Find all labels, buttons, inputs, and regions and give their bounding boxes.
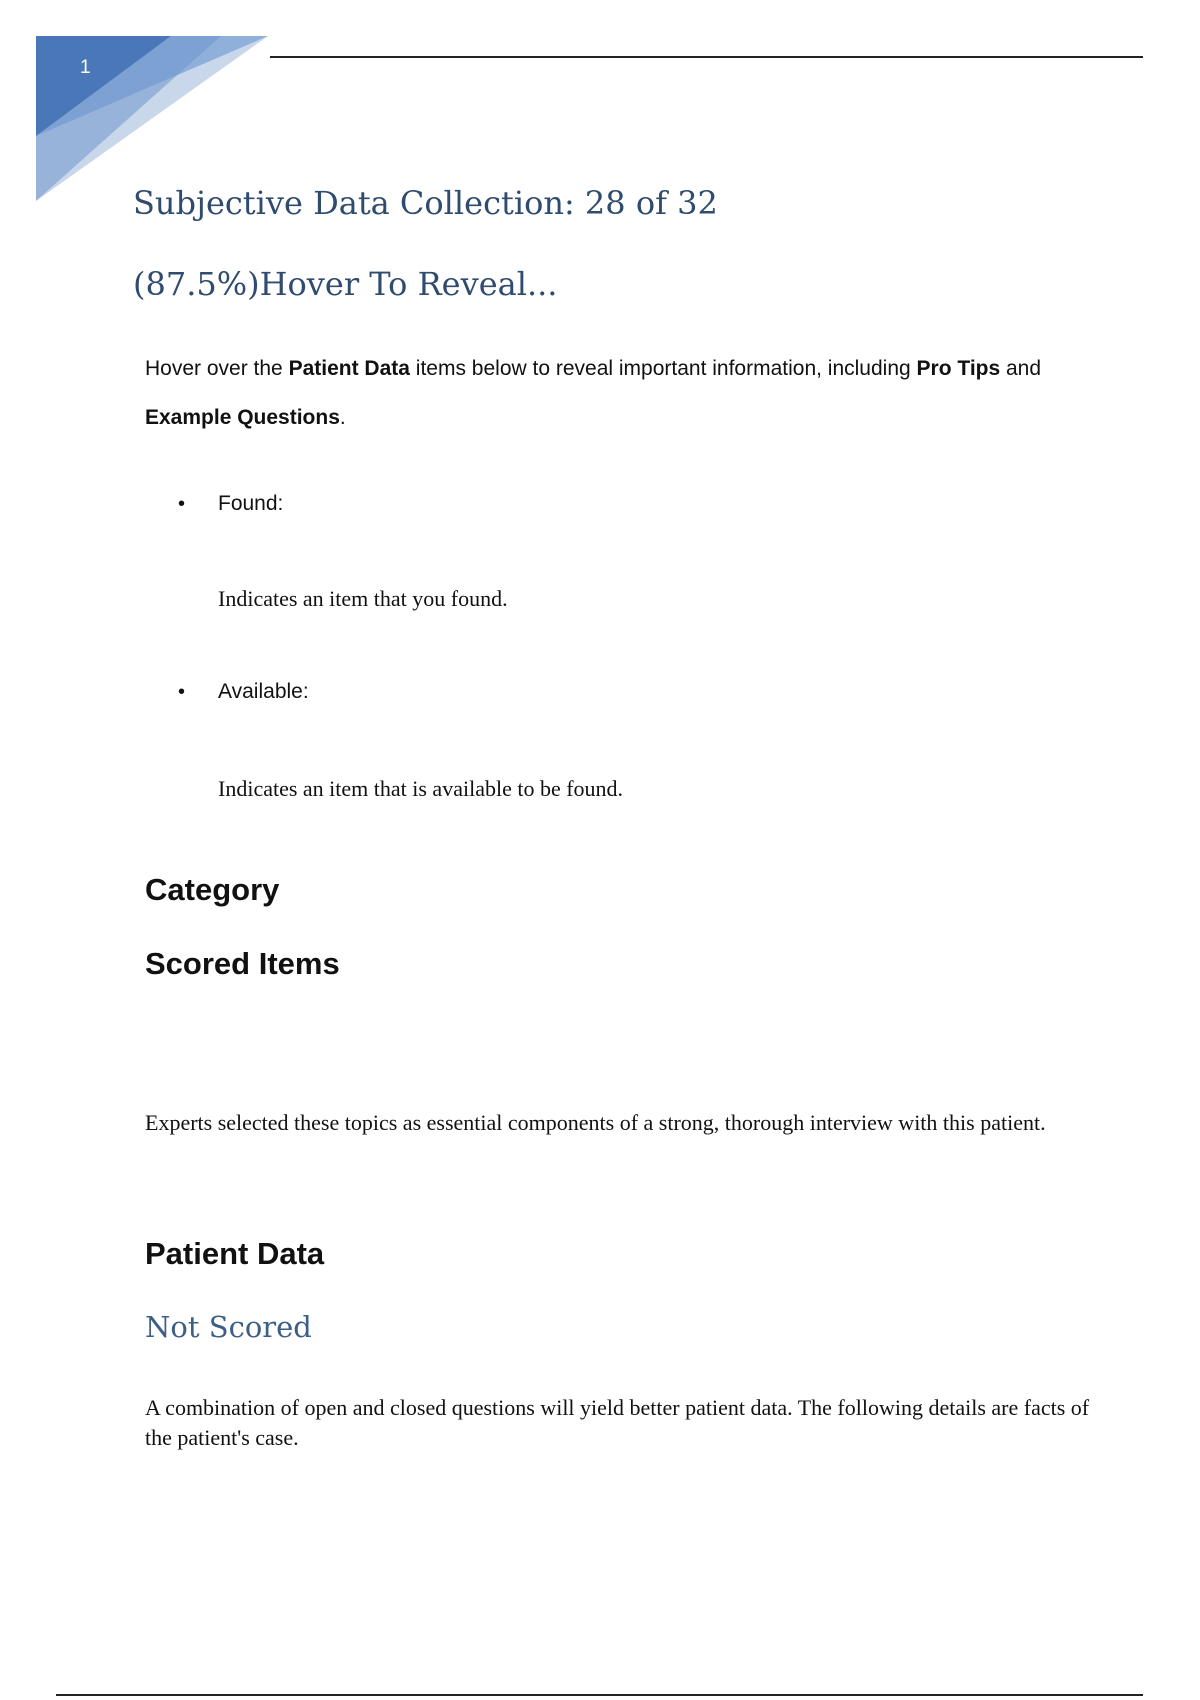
experts-paragraph: Experts selected these topics as essential components of a strong, thorough interview with this patient. [145,1110,1046,1135]
page-title-continued: (87.5%)Hover To Reveal... [133,265,558,303]
intro-text: items below to reveal important information, including [409,357,917,380]
intro-paragraph [145,344,1105,442]
intro-bold-example-questions: Example Questions [145,406,340,429]
header-rule [270,56,1143,58]
category-heading: Category [145,872,280,907]
intro-bold-patient-data: Patient Data [288,357,410,380]
intro-text: . [339,406,346,429]
legend-available-label: Available: [218,680,309,703]
intro-text: and [1000,357,1042,380]
page-number: 1 [80,57,91,78]
legend-item-available [178,680,309,704]
page-title: Subjective Data Collection: 28 of 32 [133,184,718,222]
scored-items-heading: Scored Items [145,946,340,981]
patient-data-heading: Patient Data [145,1236,325,1271]
corner-decoration [36,36,276,201]
legend-found-description: Indicates an item that you found. [218,586,508,611]
bullet-icon: • [178,681,186,703]
legend-found-label: Found: [218,492,284,515]
bullet-icon: • [178,493,186,515]
intro-bold-pro-tips: Pro Tips [916,357,1001,380]
legend-available-description: Indicates an item that is available to be found. [218,776,624,801]
legend-item-found [178,492,283,516]
intro-text: Hover over the [145,357,289,380]
not-scored-subheading: Not Scored [145,1310,312,1344]
combination-paragraph: A combination of open and closed questions will yield better patient data. The following details are facts of the patient's case. [145,1395,1090,1450]
footer-rule [56,1694,1143,1696]
